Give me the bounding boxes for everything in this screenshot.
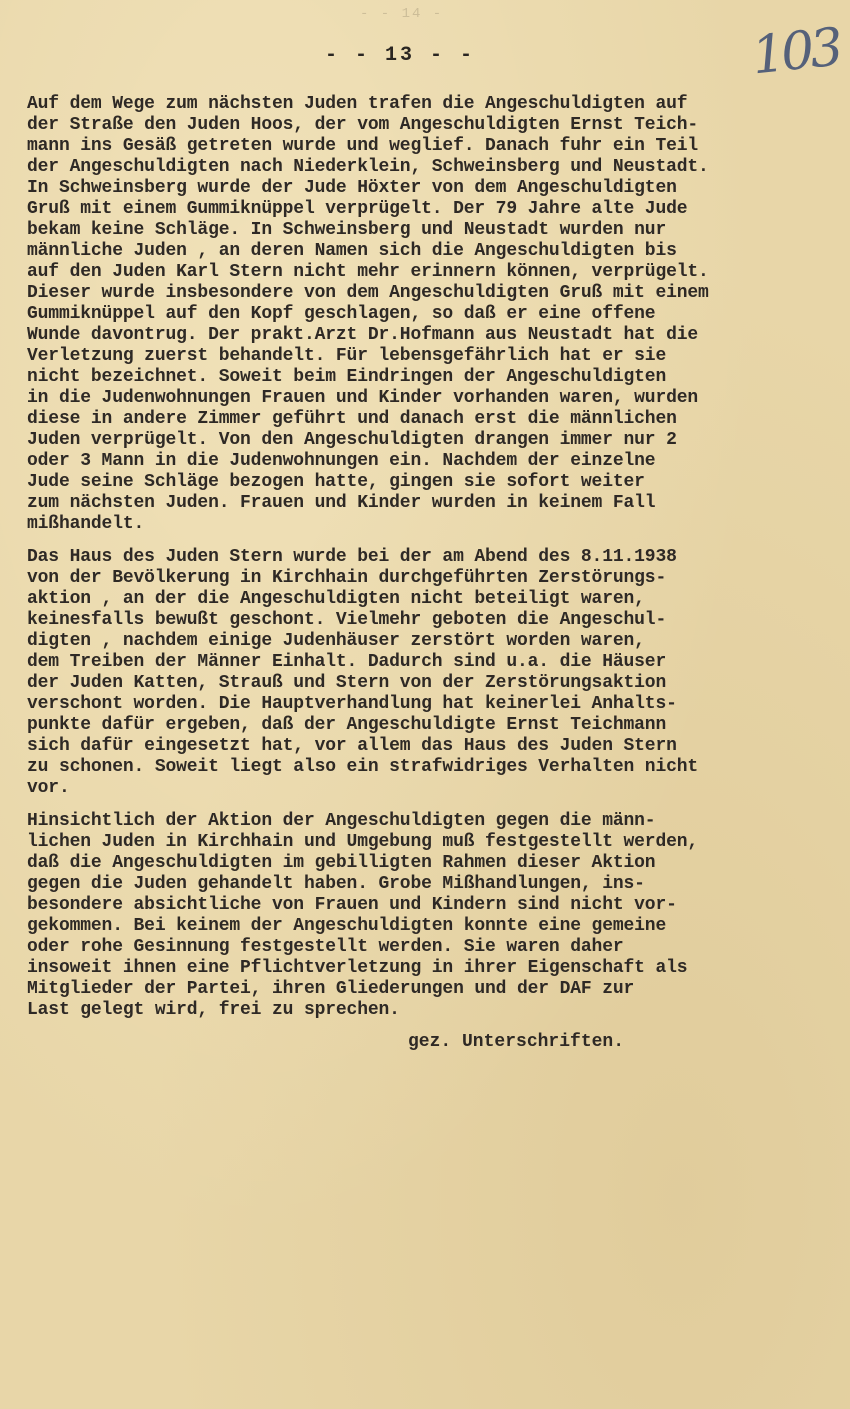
signature-line: gez. Unterschriften. — [408, 1032, 625, 1052]
text-line: diese in andere Zimmer geführt und danach erst die männlichen — [27, 409, 677, 429]
text-line: aktion , an der die Angeschuldigten nicht beteiligt waren, — [27, 589, 645, 609]
text-line: In Schweinsberg wurde der Jude Höxter von dem Angeschuldigten — [27, 178, 677, 198]
text-line: der Angeschuldigten nach Niederklein, Schweinsberg und Neustadt. — [27, 157, 709, 177]
text-line: der Straße den Juden Hoos, der vom Angeschuldigten Ernst Teich- — [27, 115, 699, 135]
paragraph-1 — [27, 94, 827, 535]
text-line: mißhandelt. — [27, 514, 145, 534]
text-line: insoweit ihnen eine Pflichtverletzung in ihrer Eigenschaft als — [27, 958, 688, 978]
text-line: verschont worden. Die Hauptverhandlung hat keinerlei Anhalts- — [27, 694, 677, 714]
text-line: Last gelegt wird, frei zu sprechen. — [27, 1000, 400, 1020]
text-line: der Juden Katten, Strauß und Stern von der Zerstörungsaktion — [27, 673, 667, 693]
text-line: zu schonen. Soweit liegt also ein strafwidriges Verhalten nicht — [27, 757, 699, 777]
text-line: von der Bevölkerung in Kirchhain durchgeführten Zerstörungs- — [27, 568, 667, 588]
text-line: Juden verprügelt. Von den Angeschuldigten drangen immer nur 2 — [27, 430, 677, 450]
text-line: sich dafür eingesetzt hat, vor allem das Haus des Juden Stern — [27, 736, 677, 756]
text-line: Mitglieder der Partei, ihren Gliederungen und der DAF zur — [27, 979, 635, 999]
text-line: gekommen. Bei keinem der Angeschuldigten konnte eine gemeine — [27, 916, 667, 936]
text-line: lichen Juden in Kirchhain und Umgebung muß festgestellt werden, — [27, 832, 699, 852]
text-line: Auf dem Wege zum nächsten Juden trafen die Angeschuldigten auf — [27, 94, 688, 114]
text-line: oder 3 Mann in die Judenwohnungen ein. Nachdem der einzelne — [27, 451, 656, 471]
text-line: Gummiknüppel auf den Kopf geschlagen, so daß er eine offene — [27, 304, 656, 324]
text-line: dem Treiben der Männer Einhalt. Dadurch sind u.a. die Häuser — [27, 652, 667, 672]
bleed-through-header: - - 14 - — [360, 6, 444, 22]
text-line: Jude seine Schläge bezogen hatte, gingen sie sofort weiter — [27, 472, 645, 492]
text-line: nicht bezeichnet. Soweit beim Eindringen der Angeschuldigten — [27, 367, 667, 387]
text-line: besondere absichtliche von Frauen und Kindern sind nicht vor- — [27, 895, 677, 915]
text-line: oder rohe Gesinnung festgestellt werden. Sie waren daher — [27, 937, 624, 957]
text-line: Das Haus des Juden Stern wurde bei der am Abend des 8.11.1938 — [27, 547, 677, 567]
text-line: Gruß mit einem Gummiknüppel verprügelt. Der 79 Jahre alte Jude — [27, 199, 688, 219]
text-line: auf den Juden Karl Stern nicht mehr erinnern können, verprügelt. — [27, 262, 709, 282]
text-line: punkte dafür ergeben, daß der Angeschuldigte Ernst Teichmann — [27, 715, 667, 735]
text-line: digten , nachdem einige Judenhäuser zerstört worden waren, — [27, 631, 645, 651]
document-body — [27, 94, 827, 1033]
text-line: keinesfalls bewußt geschont. Vielmehr geboten die Angeschul- — [27, 610, 667, 630]
text-line: zum nächsten Juden. Frauen und Kinder wurden in keinem Fall — [27, 493, 656, 513]
text-line: mann ins Gesäß getreten wurde und weglief. Danach fuhr ein Teil — [27, 136, 699, 156]
text-line: gegen die Juden gehandelt haben. Grobe Mißhandlungen, ins- — [27, 874, 645, 894]
handwritten-folio-number: 103 — [749, 17, 843, 87]
text-line: Verletzung zuerst behandelt. Für lebensgefährlich hat er sie — [27, 346, 667, 366]
text-line: Hinsichtlich der Aktion der Angeschuldigten gegen die männ- — [27, 811, 656, 831]
text-line: Wunde davontrug. Der prakt.Arzt Dr.Hofmann aus Neustadt hat die — [27, 325, 699, 345]
text-line: in die Judenwohnungen Frauen und Kinder vorhanden waren, wurden — [27, 388, 699, 408]
page-number: - - 13 - - — [324, 44, 476, 67]
text-line: vor. — [27, 778, 70, 798]
paragraph-2 — [27, 547, 827, 799]
text-line: männliche Juden , an deren Namen sich die Angeschuldigten bis — [27, 241, 677, 261]
text-line: daß die Angeschuldigten im gebilligten Rahmen dieser Aktion — [27, 853, 656, 873]
paragraph-3 — [27, 811, 827, 1021]
text-line: Dieser wurde insbesondere von dem Angeschuldigten Gruß mit einem — [27, 283, 709, 303]
text-line: bekam keine Schläge. In Schweinsberg und Neustadt wurden nur — [27, 220, 667, 240]
